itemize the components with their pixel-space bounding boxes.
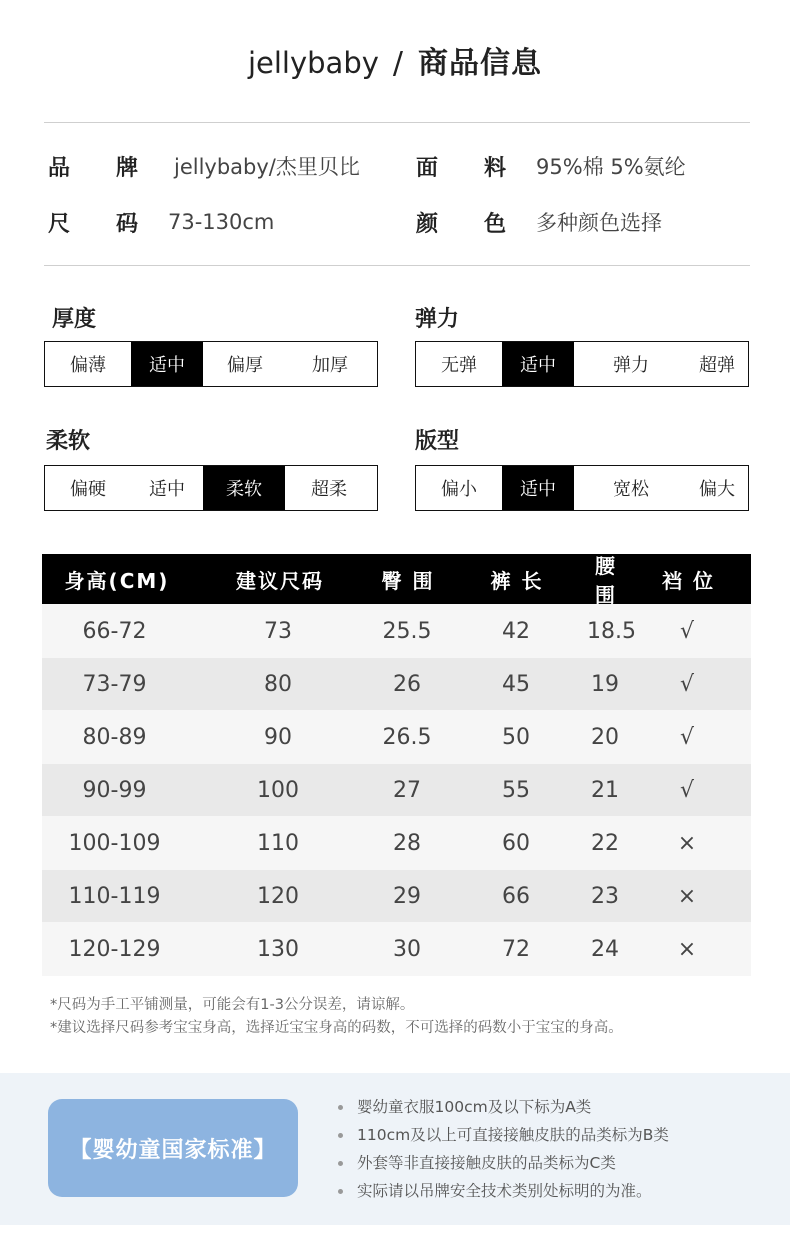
size-table-body bbox=[42, 604, 751, 976]
table-cell: 55 bbox=[502, 777, 530, 803]
column-header-height: 身高(CM) bbox=[64, 568, 170, 593]
table-cell: 66-72 bbox=[82, 618, 147, 644]
table-row bbox=[42, 764, 751, 816]
size-table bbox=[42, 554, 751, 976]
label-char: 面 bbox=[416, 155, 439, 181]
title-separator: / bbox=[392, 46, 405, 81]
softness-scale bbox=[44, 465, 378, 511]
table-cell: 18.5 bbox=[587, 618, 636, 644]
standard-item bbox=[338, 1177, 669, 1205]
table-cell: 110 bbox=[257, 830, 299, 856]
table-cell: 80 bbox=[264, 671, 292, 697]
size-notes bbox=[50, 994, 623, 1040]
info-size-label bbox=[48, 207, 138, 238]
table-row bbox=[42, 922, 751, 976]
table-cell: 120 bbox=[257, 883, 299, 909]
info-brand-value: jellybaby/杰里贝比 bbox=[174, 155, 360, 179]
table-cell: 19 bbox=[591, 671, 619, 697]
info-brand-label bbox=[48, 151, 138, 182]
table-cell: 22 bbox=[591, 830, 619, 856]
column-header-waist: 腰 围 bbox=[595, 554, 617, 607]
elasticity-option: 无弹 bbox=[441, 355, 477, 376]
table-cell: 80-89 bbox=[82, 724, 147, 750]
label-char: 牌 bbox=[115, 155, 138, 181]
column-header-crotch: 裆 位 bbox=[662, 568, 715, 593]
standard-item-text: 110cm及以上可直接接触皮肤的品类标为B类 bbox=[357, 1126, 669, 1144]
fit-scale bbox=[415, 465, 749, 511]
table-row bbox=[42, 870, 751, 922]
label-char: 料 bbox=[483, 155, 506, 181]
table-cell: 25.5 bbox=[382, 618, 432, 644]
fit-title: 版型 bbox=[415, 429, 460, 454]
table-cell: 27 bbox=[393, 777, 421, 803]
softness-title: 柔软 bbox=[46, 429, 91, 454]
table-row bbox=[42, 604, 751, 658]
table-cell: 26 bbox=[393, 671, 421, 697]
info-color-value: 多种颜色选择 bbox=[536, 211, 662, 235]
standard-item bbox=[338, 1093, 669, 1121]
info-brand-row bbox=[48, 148, 360, 184]
section-heading: 商品信息 bbox=[418, 46, 543, 81]
label-char: 品 bbox=[48, 155, 71, 181]
info-fabric-label bbox=[416, 151, 506, 182]
table-cell: 110-119 bbox=[68, 883, 161, 909]
table-cell: 26.5 bbox=[382, 724, 432, 750]
table-cell: 24 bbox=[591, 936, 619, 962]
softness-option: 适中 bbox=[149, 479, 185, 500]
table-cell: 73 bbox=[264, 618, 292, 644]
table-cell: 90 bbox=[264, 724, 292, 750]
info-fabric-value: 95%棉 5%氨纶 bbox=[536, 155, 686, 179]
thickness-option-selected: 适中 bbox=[131, 342, 203, 386]
info-color-label bbox=[416, 207, 506, 238]
standard-list bbox=[338, 1093, 669, 1205]
fit-option: 宽松 bbox=[613, 479, 649, 500]
table-row bbox=[42, 658, 751, 710]
table-cell: 130 bbox=[257, 936, 299, 962]
table-cell: 73-79 bbox=[82, 671, 147, 697]
table-cell: 23 bbox=[591, 883, 619, 909]
table-cell: 100 bbox=[257, 777, 299, 803]
table-cell: 100-109 bbox=[68, 830, 161, 856]
size-table-header bbox=[42, 554, 751, 607]
standard-item bbox=[338, 1121, 669, 1149]
divider-top bbox=[44, 122, 750, 123]
softness-option: 偏硬 bbox=[70, 479, 106, 500]
info-size-row bbox=[48, 204, 274, 240]
table-cell: 60 bbox=[502, 830, 530, 856]
thickness-option: 加厚 bbox=[312, 355, 348, 376]
table-cell: 66 bbox=[502, 883, 530, 909]
note-line: *建议选择尺码参考宝宝身高，选择近宝宝身高的码数，不可选择的码数小于宝宝的身高。 bbox=[50, 1020, 623, 1036]
table-cell: 90-99 bbox=[82, 777, 147, 803]
thickness-option: 偏薄 bbox=[70, 355, 106, 376]
page-title bbox=[0, 38, 790, 82]
table-cell: 72 bbox=[502, 936, 530, 962]
table-cell: √ bbox=[679, 724, 695, 750]
softness-option: 超柔 bbox=[311, 479, 347, 500]
table-cell: × bbox=[677, 936, 697, 962]
table-cell: 21 bbox=[591, 777, 619, 803]
table-cell: 42 bbox=[502, 618, 530, 644]
softness-option-selected: 柔软 bbox=[203, 466, 285, 510]
elasticity-option: 弹力 bbox=[613, 355, 649, 376]
divider-middle bbox=[44, 265, 750, 266]
note-line: *尺码为手工平铺测量，可能会有1-3公分误差，请谅解。 bbox=[50, 997, 415, 1013]
table-cell: 20 bbox=[591, 724, 619, 750]
column-header-size: 建议尺码 bbox=[236, 568, 324, 593]
bullet-icon bbox=[338, 1161, 343, 1166]
table-cell: 45 bbox=[502, 671, 530, 697]
table-cell: √ bbox=[679, 618, 695, 644]
fit-option-selected: 适中 bbox=[502, 466, 574, 510]
thickness-scale bbox=[44, 341, 378, 387]
thickness-option: 偏厚 bbox=[227, 355, 263, 376]
standard-item bbox=[338, 1149, 669, 1177]
table-cell: 28 bbox=[393, 830, 421, 856]
column-header-length: 裤 长 bbox=[490, 568, 544, 593]
table-cell: 29 bbox=[393, 883, 421, 909]
table-cell: 50 bbox=[502, 724, 530, 750]
table-cell: × bbox=[677, 883, 697, 909]
elasticity-scale bbox=[415, 341, 749, 387]
table-cell: √ bbox=[679, 671, 695, 697]
elasticity-option-selected: 适中 bbox=[502, 342, 574, 386]
info-fabric-row bbox=[416, 148, 686, 184]
info-color-row bbox=[416, 204, 662, 240]
label-char: 码 bbox=[115, 211, 138, 237]
fit-option: 偏小 bbox=[441, 479, 477, 500]
column-header-hip: 臀 围 bbox=[381, 568, 435, 593]
elasticity-option: 超弹 bbox=[699, 355, 735, 376]
bullet-icon bbox=[338, 1105, 343, 1110]
table-cell: 120-129 bbox=[68, 936, 161, 962]
info-size-value: 73-130cm bbox=[168, 210, 275, 234]
elasticity-title: 弹力 bbox=[415, 307, 460, 332]
label-char: 色 bbox=[483, 211, 506, 237]
standard-badge: 【婴幼童国家标准】 bbox=[48, 1099, 298, 1197]
bullet-icon bbox=[338, 1189, 343, 1194]
label-char: 尺 bbox=[48, 211, 71, 237]
table-cell: × bbox=[677, 830, 697, 856]
standard-item-text: 外套等非直接接触皮肤的品类标为C类 bbox=[357, 1154, 616, 1172]
brand-logo-text: jellybaby bbox=[247, 46, 379, 80]
standard-item-text: 实际请以吊牌安全技术类别处标明的为准。 bbox=[357, 1182, 652, 1200]
label-char: 颜 bbox=[416, 211, 439, 237]
thickness-title: 厚度 bbox=[52, 307, 97, 332]
bullet-icon bbox=[338, 1133, 343, 1138]
table-cell: 30 bbox=[393, 936, 421, 962]
standard-item-text: 婴幼童衣服100cm及以下标为A类 bbox=[357, 1098, 592, 1116]
fit-option: 偏大 bbox=[699, 479, 735, 500]
table-cell: √ bbox=[679, 777, 695, 803]
table-row bbox=[42, 816, 751, 870]
table-row bbox=[42, 710, 751, 764]
